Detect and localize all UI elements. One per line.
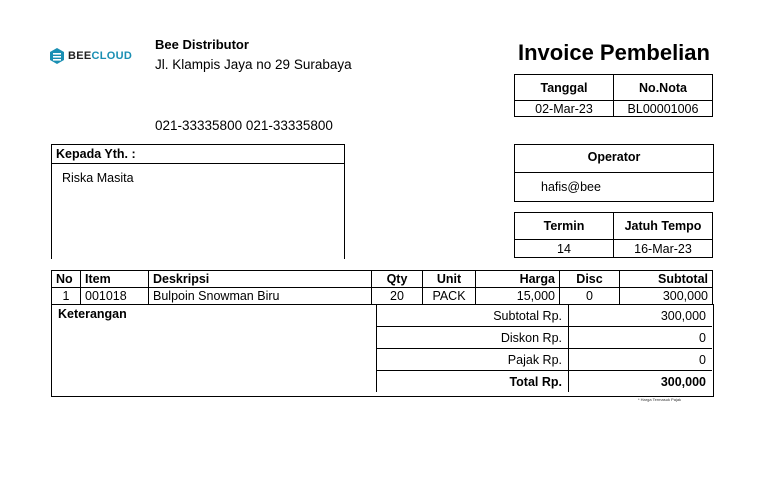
recipient-name: Riska Masita (62, 171, 134, 185)
terms-table (514, 212, 713, 258)
totals-table (376, 304, 712, 392)
col-header-qty: Qty (372, 271, 423, 288)
col-header-unit: Unit (423, 271, 476, 288)
diskon-value: 0 (569, 327, 713, 349)
date-number-table (514, 74, 713, 117)
nota-value: BL00001006 (614, 101, 713, 117)
logo-text: BEECLOUD (68, 50, 133, 62)
cell-unit: PACK (423, 288, 476, 305)
total-label: Total Rp. (377, 371, 569, 393)
termin-value: 14 (515, 240, 614, 258)
nota-label: No.Nota (614, 75, 713, 101)
company-phone: 021-33335800 021-33335800 (155, 118, 333, 133)
col-header-disc: Disc (560, 271, 620, 288)
col-header-item: Item (81, 271, 149, 288)
tanggal-value: 02-Mar-23 (515, 101, 614, 117)
pajak-value: 0 (569, 349, 713, 371)
company-address: Jl. Klampis Jaya no 29 Surabaya (155, 57, 352, 72)
cell-harga: 15,000 (476, 288, 560, 305)
invoice-title: Invoice Pembelian (518, 40, 710, 65)
diskon-label: Diskon Rp. (377, 327, 569, 349)
cell-no: 1 (52, 288, 81, 305)
jatuh-tempo-label: Jatuh Tempo (614, 213, 713, 240)
keterangan-label: Keterangan (58, 307, 127, 321)
jatuh-tempo-value: 16-Mar-23 (614, 240, 713, 258)
company-name: Bee Distributor (155, 37, 249, 52)
bee-hexagon-icon (50, 48, 64, 64)
cell-subtotal: 300,000 (620, 288, 713, 305)
col-header-subtotal: Subtotal (620, 271, 713, 288)
col-header-deskripsi: Deskripsi (149, 271, 372, 288)
summary-section (51, 304, 714, 397)
company-logo (50, 46, 132, 66)
items-table (51, 270, 713, 305)
pajak-label: Pajak Rp. (377, 349, 569, 371)
tanggal-label: Tanggal (515, 75, 614, 101)
recipient-label: Kepada Yth. : (56, 147, 136, 161)
col-header-no: No (52, 271, 81, 288)
subtotal-label: Subtotal Rp. (377, 305, 569, 327)
cell-qty: 20 (372, 288, 423, 305)
operator-label: Operator (587, 150, 641, 164)
cell-item: 001018 (81, 288, 149, 305)
subtotal-value: 300,000 (569, 305, 713, 327)
cell-deskripsi: Bulpoin Snowman Biru (149, 288, 372, 305)
divider (52, 163, 344, 164)
tax-note: * Harga Termasuk Pajak (638, 397, 682, 402)
recipient-box (51, 144, 345, 259)
col-header-harga: Harga (476, 271, 560, 288)
table-row (52, 288, 713, 305)
operator-value: hafis@bee (541, 180, 601, 194)
operator-box (514, 144, 714, 202)
termin-label: Termin (515, 213, 614, 240)
cell-disc: 0 (560, 288, 620, 305)
total-value: 300,000 (569, 371, 713, 393)
divider (515, 172, 713, 173)
